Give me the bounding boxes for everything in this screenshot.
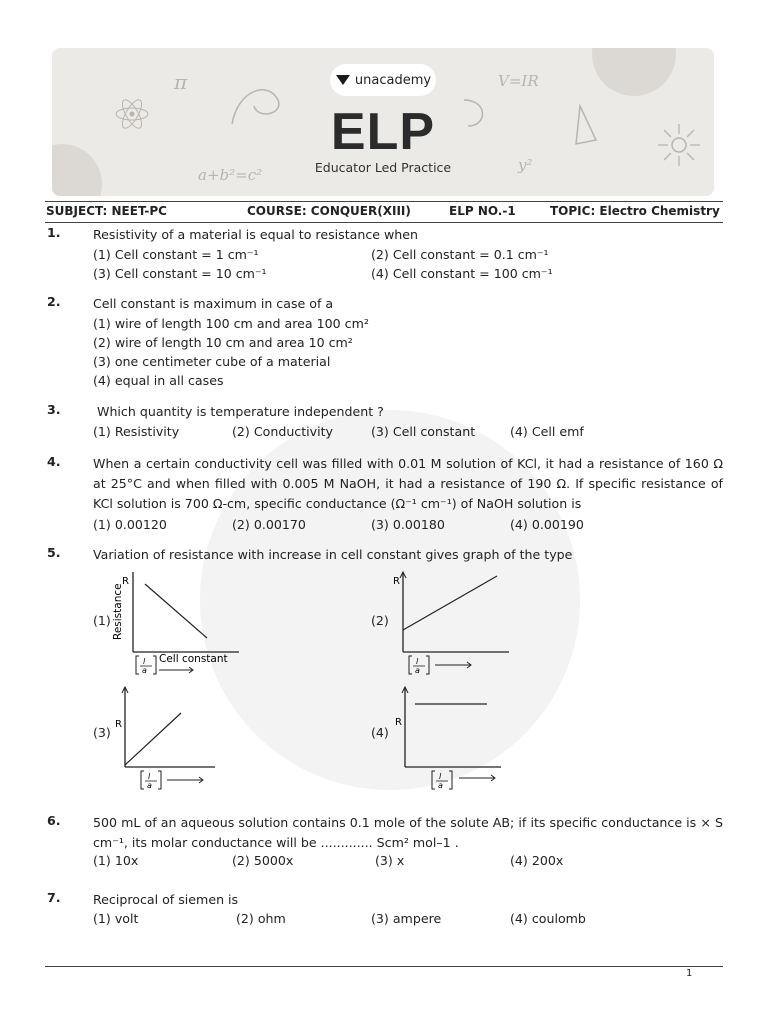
question-number: 5. bbox=[47, 545, 61, 560]
option-2: (2) Conductivity bbox=[232, 424, 334, 439]
question-number: 7. bbox=[47, 890, 61, 905]
question-text: 500 mL of an aqueous solution contains 0.1 mole of the solute AB; if its specific conductance is × S cm⁻¹, its molar conductance will be ............. Scm² mol–1 . bbox=[93, 815, 723, 850]
question-number: 3. bbox=[47, 402, 61, 417]
increasing-line bbox=[403, 576, 497, 630]
question-5 bbox=[45, 545, 723, 795]
option-3: (3) 0.00180 bbox=[371, 517, 445, 532]
option-2-label: (2) bbox=[371, 613, 389, 628]
banner-subtitle: Educator Led Practice bbox=[314, 160, 452, 175]
question-text: Variation of resistance with increase in cell constant gives graph of the type bbox=[93, 547, 573, 562]
option-3: (3) one centimeter cube of a material bbox=[93, 354, 331, 369]
option-1-label: (1) bbox=[93, 613, 111, 628]
graph-4 bbox=[391, 685, 511, 793]
decor-pi: π bbox=[174, 70, 188, 94]
x-axis-label bbox=[141, 771, 161, 790]
y-axis-label: Resistance bbox=[112, 583, 124, 640]
svg-text:a: a bbox=[147, 781, 152, 790]
x-axis-label bbox=[432, 771, 452, 790]
svg-text:a: a bbox=[438, 781, 443, 790]
elp-banner bbox=[52, 48, 714, 196]
decor-vir: V=IR bbox=[498, 72, 539, 90]
svg-text:a: a bbox=[142, 666, 147, 675]
svg-text:a: a bbox=[415, 666, 420, 675]
option-2: (2) Cell constant = 0.1 cm⁻¹ bbox=[371, 247, 549, 262]
svg-text:l: l bbox=[439, 772, 442, 781]
option-1: (1) 0.00120 bbox=[93, 517, 167, 532]
option-2: (2) wire of length 10 cm and area 10 cm² bbox=[93, 335, 353, 350]
page-number: 1 bbox=[686, 968, 693, 979]
question-text: Cell constant is maximum in case of a bbox=[93, 296, 334, 311]
option-3: (3) ampere bbox=[371, 911, 442, 926]
decor-y: y² bbox=[518, 156, 533, 174]
r-label: R bbox=[115, 719, 122, 730]
question-text: Resistivity of a material is equal to resistance when bbox=[93, 227, 419, 242]
brand-name: unacademy bbox=[354, 72, 432, 88]
banner-title: ELP bbox=[330, 103, 436, 161]
option-4-label: (4) bbox=[371, 725, 389, 740]
option-3: (3) Cell constant bbox=[371, 424, 476, 439]
question-text: Reciprocal of siemen is bbox=[93, 892, 239, 907]
svg-text:l: l bbox=[148, 772, 151, 781]
option-3: (3) x bbox=[375, 853, 405, 868]
decor-circle bbox=[592, 48, 676, 96]
unacademy-logo-icon bbox=[335, 74, 351, 86]
option-4: (4) 200x bbox=[510, 853, 564, 868]
topic-label: TOPIC: Electro Chemistry bbox=[550, 204, 720, 218]
option-2: (2) 0.00170 bbox=[232, 517, 306, 532]
decor-equation: a+b²=c² bbox=[198, 166, 263, 184]
option-1: (1) wire of length 100 cm and area 100 cm² bbox=[93, 316, 369, 331]
subject-label: SUBJECT: NEET-PC bbox=[46, 204, 167, 218]
decreasing-line bbox=[145, 584, 207, 638]
option-4: (4) 0.00190 bbox=[510, 517, 584, 532]
question-number: 4. bbox=[47, 454, 61, 469]
unacademy-logo bbox=[330, 64, 436, 96]
option-4: (4) coulomb bbox=[510, 911, 586, 926]
option-1: (1) Resistivity bbox=[93, 424, 180, 439]
x-axis-label bbox=[136, 656, 156, 675]
r-label: R bbox=[393, 576, 400, 587]
elp-number-label: ELP NO.-1 bbox=[449, 204, 516, 218]
question-number: 2. bbox=[47, 294, 61, 309]
r-label: R bbox=[122, 576, 129, 587]
graph-1 bbox=[111, 570, 241, 676]
option-1: (1) volt bbox=[93, 911, 139, 926]
r-label: R bbox=[395, 717, 402, 728]
question-text: When a certain conductivity cell was filled with 0.01 M solution of KCl, it had a resistance of 160 Ω at 25°C and when filled with 0.005 M NaOH, it had a resistance of 190 Ω. If specific resistance of KCl solution is 700 Ω-cm, specific conductance (Ω⁻¹ cm⁻¹) of NaOH solution is bbox=[93, 456, 723, 511]
document-header bbox=[45, 201, 723, 223]
proportional-line bbox=[125, 713, 181, 765]
option-3-label: (3) bbox=[93, 725, 111, 740]
question-text: Which quantity is temperature independent ? bbox=[97, 404, 384, 419]
option-1: (1) 10x bbox=[93, 853, 139, 868]
x-axis-label bbox=[409, 656, 429, 675]
svg-text:l: l bbox=[143, 657, 146, 666]
option-1: (1) Cell constant = 1 cm⁻¹ bbox=[93, 247, 259, 262]
svg-text:l: l bbox=[416, 657, 419, 666]
footer-divider bbox=[45, 966, 723, 967]
option-4: (4) equal in all cases bbox=[93, 373, 224, 388]
option-4: (4) Cell constant = 100 cm⁻¹ bbox=[371, 266, 553, 281]
question-number: 6. bbox=[47, 813, 61, 828]
graph-3 bbox=[111, 685, 231, 793]
course-label: COURSE: CONQUER(XIII) bbox=[247, 204, 411, 218]
option-2: (2) 5000x bbox=[232, 853, 294, 868]
option-3: (3) Cell constant = 10 cm⁻¹ bbox=[93, 266, 267, 281]
graph-2 bbox=[391, 570, 511, 676]
option-4: (4) Cell emf bbox=[510, 424, 584, 439]
question-number: 1. bbox=[47, 225, 61, 240]
option-2: (2) ohm bbox=[236, 911, 286, 926]
cell-constant-label: Cell constant bbox=[159, 653, 228, 665]
